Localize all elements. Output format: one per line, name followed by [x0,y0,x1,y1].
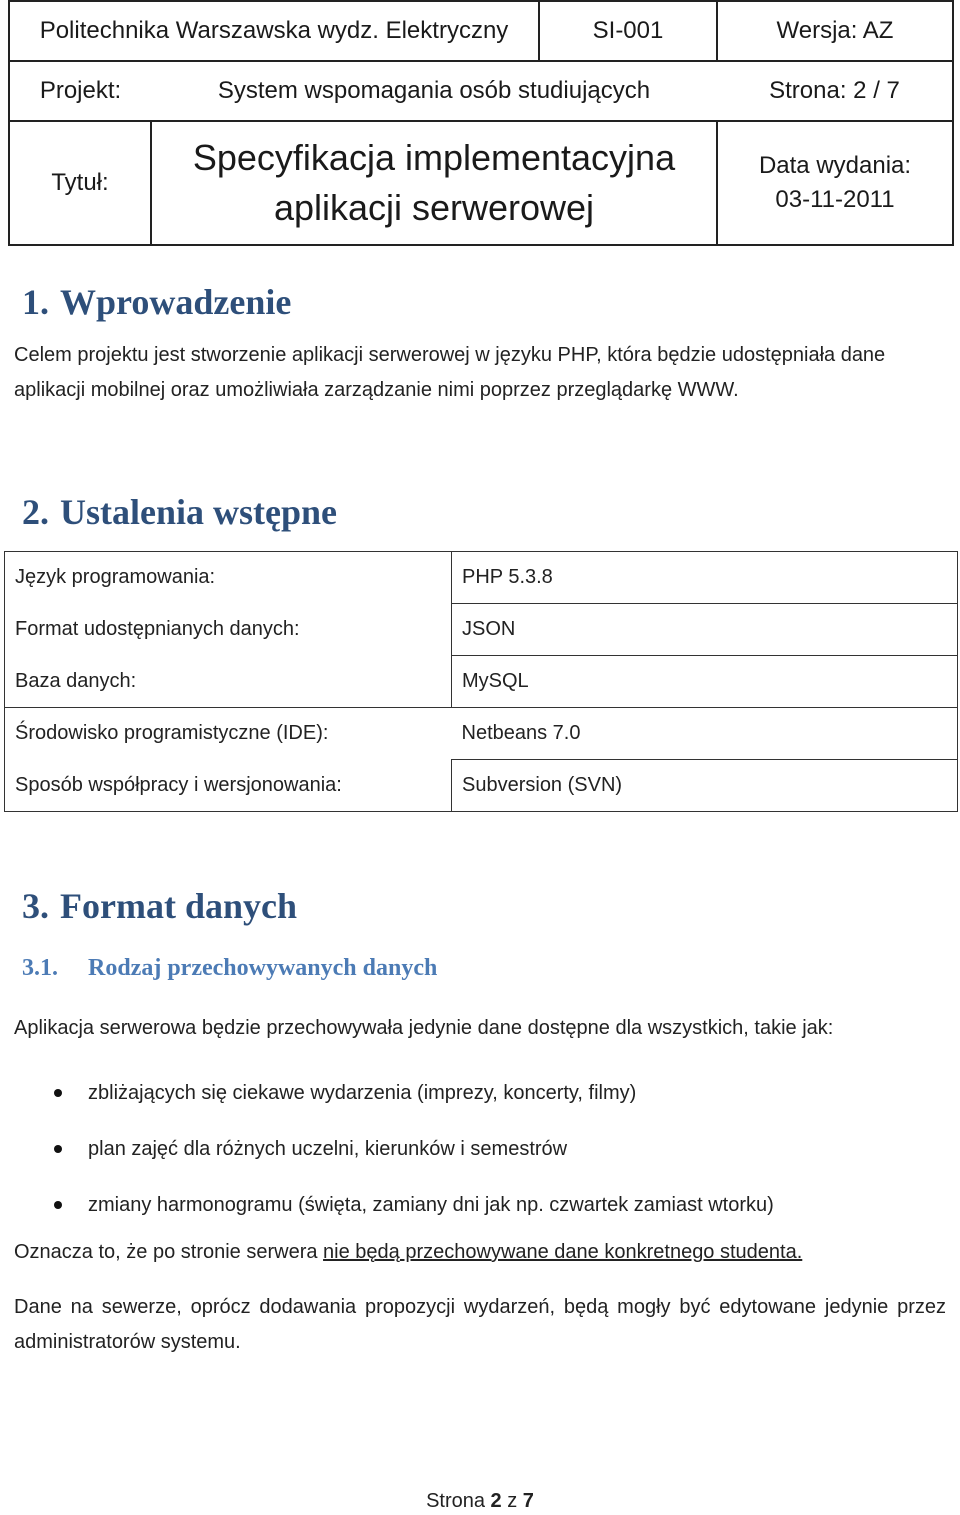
section-3-title: Format danych [60,886,297,926]
subsection-3-1-title: Rodzaj przechowywanych danych [88,955,438,981]
list-item-text: zmiany harmonogramu (święta, zamiany dni jak np. czwartek zamiast wtorku) [88,1194,774,1216]
footer-current-page: 2 [490,1490,502,1512]
page-indicator: Strona: 2 / 7 [717,61,953,121]
section-2-heading [22,490,337,534]
footer-prefix: Strona [426,1490,491,1512]
section-1-number: 1. [22,282,49,322]
list-item-text: plan zajęć dla różnych uczelni, kierunków i semestrów [88,1138,568,1160]
subsection-3-1-heading [22,953,437,983]
admin-edit-paragraph: Dane na sewerze, oprócz dodawania propozycji wydarzeń, będą mogły być edytowane jedynie przez administratorów systemu. [14,1296,946,1353]
document-title [151,121,717,245]
settings-row [5,656,958,708]
institution-name: Politechnika Warszawska wydz. Elektryczny [9,1,539,61]
document-id: SI-001 [539,1,717,61]
settings-row [5,708,958,760]
project-name: System wspomagania osób studiujących [151,61,717,121]
issue-date-label: Data wydania: [758,152,912,179]
student-data-note [14,1235,946,1270]
list-item-text: zbliżających się ciekawe wydarzenia (imprezy, koncerty, filmy) [88,1082,637,1104]
settings-row [5,760,958,812]
section-2-title: Ustalenia wstępne [60,492,337,532]
bullet-icon [54,1201,62,1209]
section-3-number: 3. [22,886,49,926]
settings-label: Język programowania: [5,552,452,604]
data-types-list [14,1065,944,1233]
project-label: Projekt: [9,61,151,121]
note-underlined: nie będą przechowywane dane konkretnego studenta. [323,1241,803,1263]
bullet-icon [54,1089,62,1097]
section-3-intro: Aplikacja serwerowa będzie przechowywała jedynie dane dostępne dla wszystkich, takie jak: [14,1017,834,1039]
footer-total-pages: 7 [522,1490,534,1512]
issue-date [717,121,953,245]
document-version: Wersja: AZ [717,1,953,61]
settings-value: Subversion (SVN) [452,760,958,812]
note-prefix: Oznacza to, że po stronie serwera [14,1241,324,1263]
settings-value: PHP 5.3.8 [452,552,958,604]
document-header-table [8,0,954,246]
settings-label: Baza danych: [5,656,452,708]
list-item [14,1065,944,1121]
settings-value: MySQL [452,656,958,708]
subsection-3-1-number: 3.1. [22,955,58,981]
settings-label: Środowisko programistyczne (IDE): [5,708,452,760]
settings-value: JSON [452,604,958,656]
bullet-icon [54,1145,62,1153]
list-item [14,1177,944,1233]
issue-date-value: 03-11-2011 [775,186,895,213]
settings-label: Format udostępnianych danych: [5,604,452,656]
section-2-number: 2. [22,492,49,532]
section-1-paragraph: Celem projektu jest stworzenie aplikacji serwerowej w języku PHP, która będzie udostępniała dane aplikacji mobilnej oraz umożliwiała zarządzanie nimi poprzez przeglądarkę WWW. [14,344,886,401]
list-item [14,1121,944,1177]
document-title-line2: aplikacji serwerowej [273,187,595,228]
settings-table [4,551,958,812]
section-3-heading [22,884,297,928]
settings-row [5,604,958,656]
title-label: Tytuł: [9,121,151,245]
footer-separator: z [501,1490,523,1512]
section-1-heading [22,280,291,324]
settings-label: Sposób współpracy i wersjonowania: [5,760,452,812]
section-1-title: Wprowadzenie [60,282,292,322]
document-title-line1: Specyfikacja implementacyjna [192,137,676,178]
settings-value: Netbeans 7.0 [452,708,958,760]
page-footer [0,1490,960,1513]
settings-row [5,552,958,604]
